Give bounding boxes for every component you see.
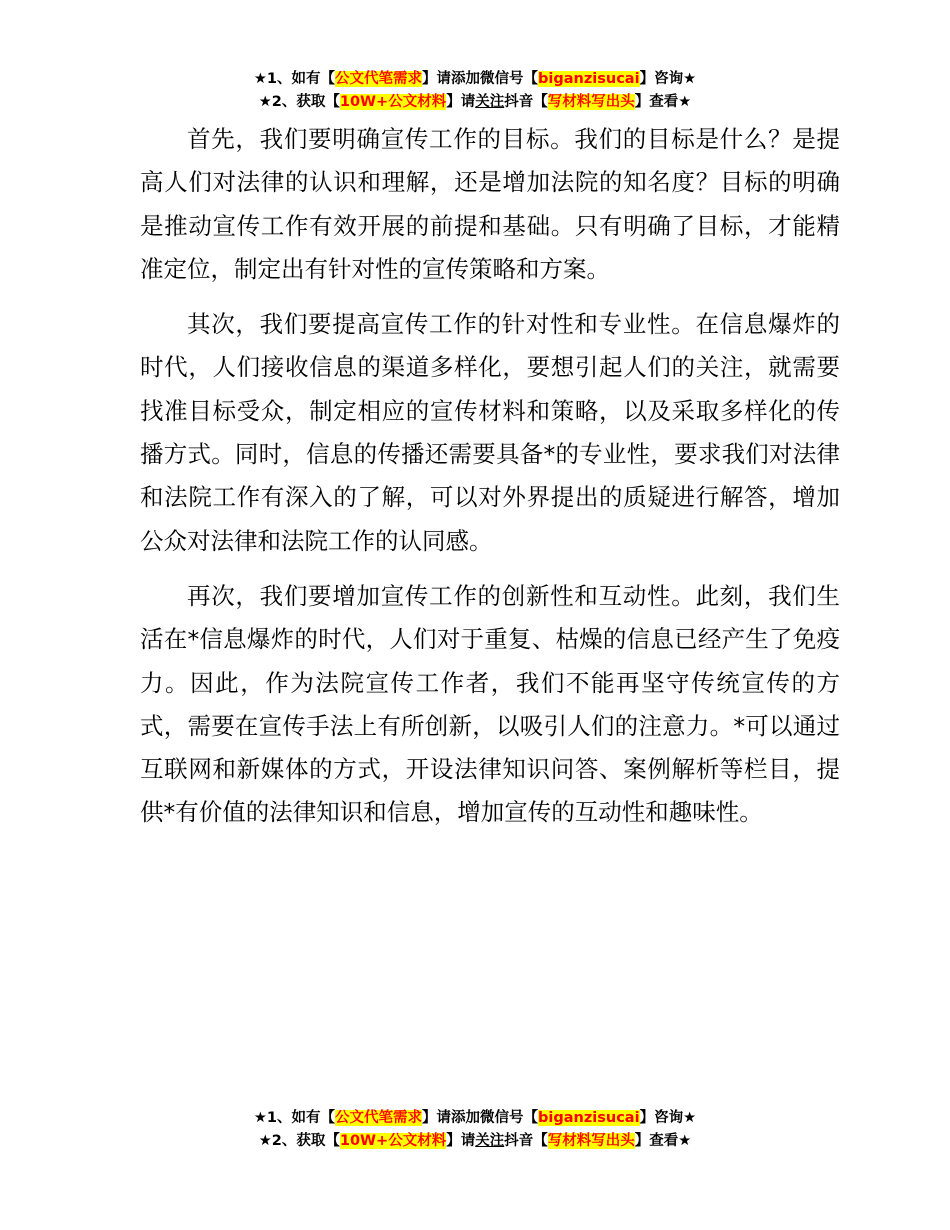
promo-line-2-middle: 】请 [446, 1133, 476, 1149]
promo-line-2-underlined: 关注 [475, 1133, 505, 1149]
promo-line-1-middle: 】请添加微信号【 [422, 1110, 539, 1126]
promo-line-2-middle: 】请 [446, 94, 476, 110]
paragraph: 其次，我们要提高宣传工作的针对性和专业性。在信息爆炸的时代，人们接收信息的渠道多样化，要想引起人们的关注，就需要找准目标受众，制定相应的宣传材料和策略，以及采取多样化的传播方式。同时，信息的传播还需要具备*的专业性，要求我们对法律和法院工作有深入的了解，可以对外界提出的质疑进行解答，增加公众对法律和法院工作的认同感。 [140, 310, 840, 555]
document-body [140, 118, 840, 847]
promo-line-2 [0, 91, 950, 114]
header-promo-banner [0, 68, 950, 114]
promo-line-2-suffix: 】查看★ [634, 1133, 692, 1149]
promo-line-2-highlight: 10W+公文材料 [339, 1133, 447, 1149]
promo-line-2-highlight: 10W+公文材料 [339, 94, 447, 110]
promo-line-1-middle: 】请添加微信号【 [422, 71, 539, 87]
promo-line-1 [0, 1107, 950, 1130]
promo-line-1 [0, 68, 950, 91]
footer-promo-banner [0, 1107, 950, 1153]
promo-line-2-underlined: 关注 [475, 94, 505, 110]
promo-line-1-highlight: 公文代笔需求 [335, 71, 423, 87]
wechat-id: biganzisucai [538, 71, 640, 87]
promo-line-1-prefix: ★1、如有【 [253, 71, 336, 87]
promo-line-2-prefix: ★2、获取【 [258, 1133, 340, 1149]
paragraph: 首先，我们要明确宣传工作的目标。我们的目标是什么？是提高人们对法律的认识和理解，还是增加法院的知名度？目标的明确是推动宣传工作有效开展的前提和基础。只有明确了目标，才能精准定位，制定出有针对性的宣传策略和方案。 [140, 125, 840, 283]
promo-line-1-suffix: 】咨询★ [639, 1110, 697, 1126]
paragraph: 再次，我们要增加宣传工作的创新性和互动性。此刻，我们生活在*信息爆炸的时代，人们对于重复、枯燥的信息已经产生了免疫力。因此，作为法院宣传工作者，我们不能再坚守传统宣传的方式，需要在宣传手法上有所创新，以吸引人们的注意力。*可以通过互联网和新媒体的方式，开设法律知识问答、案例解析等栏目，提供*有价值的法律知识和信息，增加宣传的互动性和趣味性。 [140, 581, 840, 827]
promo-line-1-highlight: 公文代笔需求 [335, 1110, 423, 1126]
promo-line-2 [0, 1130, 950, 1153]
promo-line-2-suffix: 】查看★ [634, 94, 692, 110]
wechat-id: biganzisucai [538, 1110, 640, 1126]
promo-line-1-suffix: 】咨询★ [639, 71, 697, 87]
promo-line-1-prefix: ★1、如有【 [253, 1110, 336, 1126]
promo-line-2-middle-2: 抖音【 [504, 1133, 548, 1149]
promo-line-2-prefix: ★2、获取【 [258, 94, 340, 110]
promo-line-2-highlight-2: 写材料写出头 [547, 1133, 635, 1149]
promo-line-2-highlight-2: 写材料写出头 [547, 94, 635, 110]
promo-line-2-middle-2: 抖音【 [504, 94, 548, 110]
